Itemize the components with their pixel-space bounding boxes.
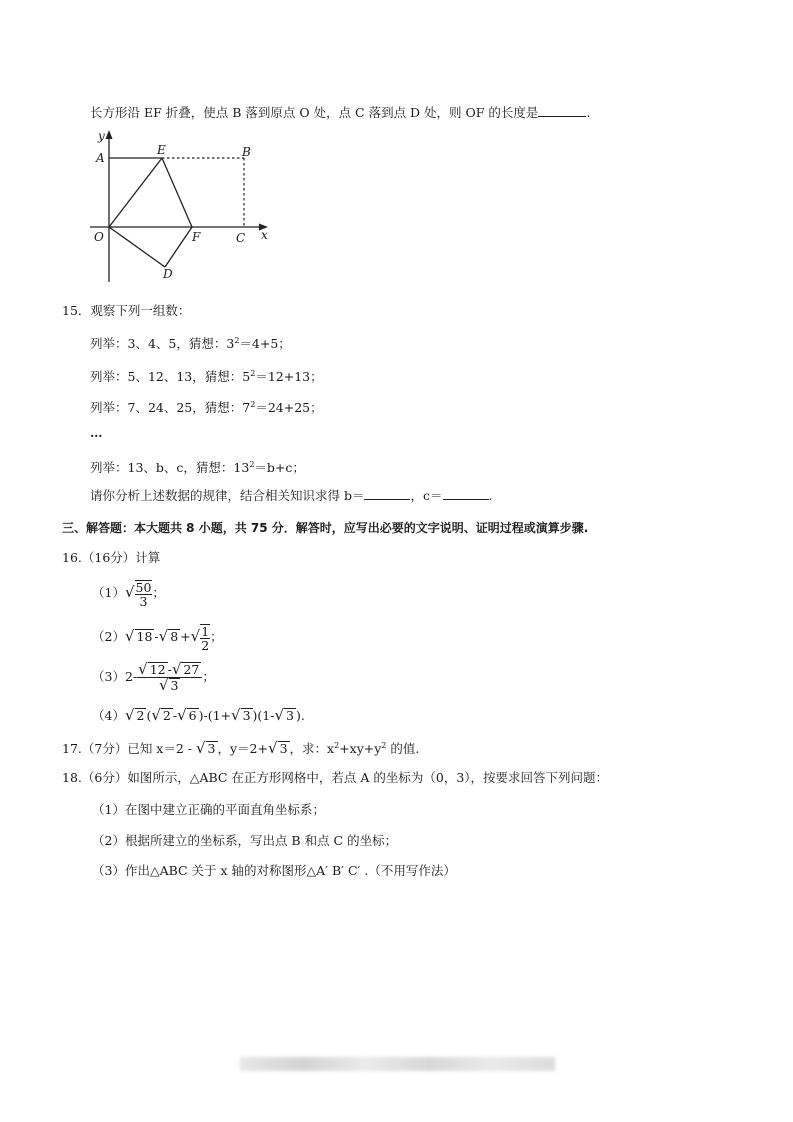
q15-row-1: 列举：3、4、5，猜想：$3^2=4+5$； — [90, 336, 291, 351]
q14-text: 长方形沿 EF 折叠，使点 B 落到原点 O 处，点 C 落到点 D 处，则 OF 的长度是 — [90, 105, 539, 120]
label-D: D — [163, 267, 173, 281]
q15-row-2: 列举：5、12、13，猜想：$5^2=12+13$； — [90, 369, 323, 384]
q15-title: 15．观察下列一组数： — [62, 303, 191, 318]
label-x: x — [261, 228, 268, 242]
fold-figure — [88, 128, 278, 288]
label-B: B — [242, 145, 251, 159]
segment-DF — [165, 227, 192, 267]
q17-line: 17.（7分）已知 x＝2 - √ 3 ，y＝2+√ 3 ，求：$x^2+xy+y^2$ 的值. — [62, 739, 420, 757]
label-E: E — [157, 143, 166, 157]
q14-end: . — [586, 105, 591, 120]
footer-watermark — [240, 1057, 555, 1071]
label-A: A — [96, 151, 105, 165]
q15-blank-b — [364, 487, 410, 500]
q14-answer-blank — [538, 104, 586, 117]
q15-blank-c — [443, 487, 489, 500]
label-O: O — [94, 230, 104, 244]
q16-title: 16.（16分）计算 — [62, 550, 161, 565]
q18-title: 18.（6分）如图所示，△ABC 在正方形网格中，若点 A 的坐标为（0，3），按要求回答下列问题： — [62, 770, 609, 785]
section-3-heading: 三、解答题：本大题共 8 小题，共 75 分．解答时，应写出必要的文字说明、证明过程或演算步骤. — [62, 521, 589, 535]
q16-item-1: （1）√ $\frac{50}{3}$ ； — [92, 579, 165, 609]
q15-ask: 请你分析上述数据的规律，结合相关知识求得 b＝ ，c＝ . — [90, 488, 493, 503]
y-axis-arrow — [106, 130, 113, 139]
q18-part-2: （2）根据所建立的坐标系，写出点 B 和点 C 的坐标； — [92, 833, 398, 848]
label-F: F — [192, 230, 201, 244]
q18-part-1: （1）在图中建立正确的平面直角坐标系； — [92, 802, 325, 817]
q15-row-3: 列举：7、24、25，猜想：$7^2=24+25$； — [90, 400, 323, 415]
q18-part-3: （3）作出△ABC 关于 x 轴的对称图形△A′ B′ C′ .（不用写作法） — [92, 863, 456, 878]
segment-OD — [109, 227, 165, 267]
q14-line — [90, 104, 590, 122]
label-y: y — [98, 129, 105, 143]
q16-item-2: （2）√ 18 -√ 8 +√ $\frac{1}{2}$ ； — [92, 623, 223, 653]
label-C: C — [236, 231, 246, 245]
q16-item-3: （3）2- $\frac{√ 12 -√ 27}{√ 3}$ ； — [92, 660, 215, 694]
q15-row-last: 列举：13、b、c，猜想：$13^2=b+c$； — [90, 460, 305, 475]
q16-item-4: （4）√ 2 (√ 2 -√ 6 )-(1+√ 3 )(1-√ 3 ). — [92, 706, 305, 724]
segment-EF — [162, 158, 192, 227]
segment-OE — [109, 158, 162, 227]
q15-ellipsis: … — [90, 425, 103, 440]
